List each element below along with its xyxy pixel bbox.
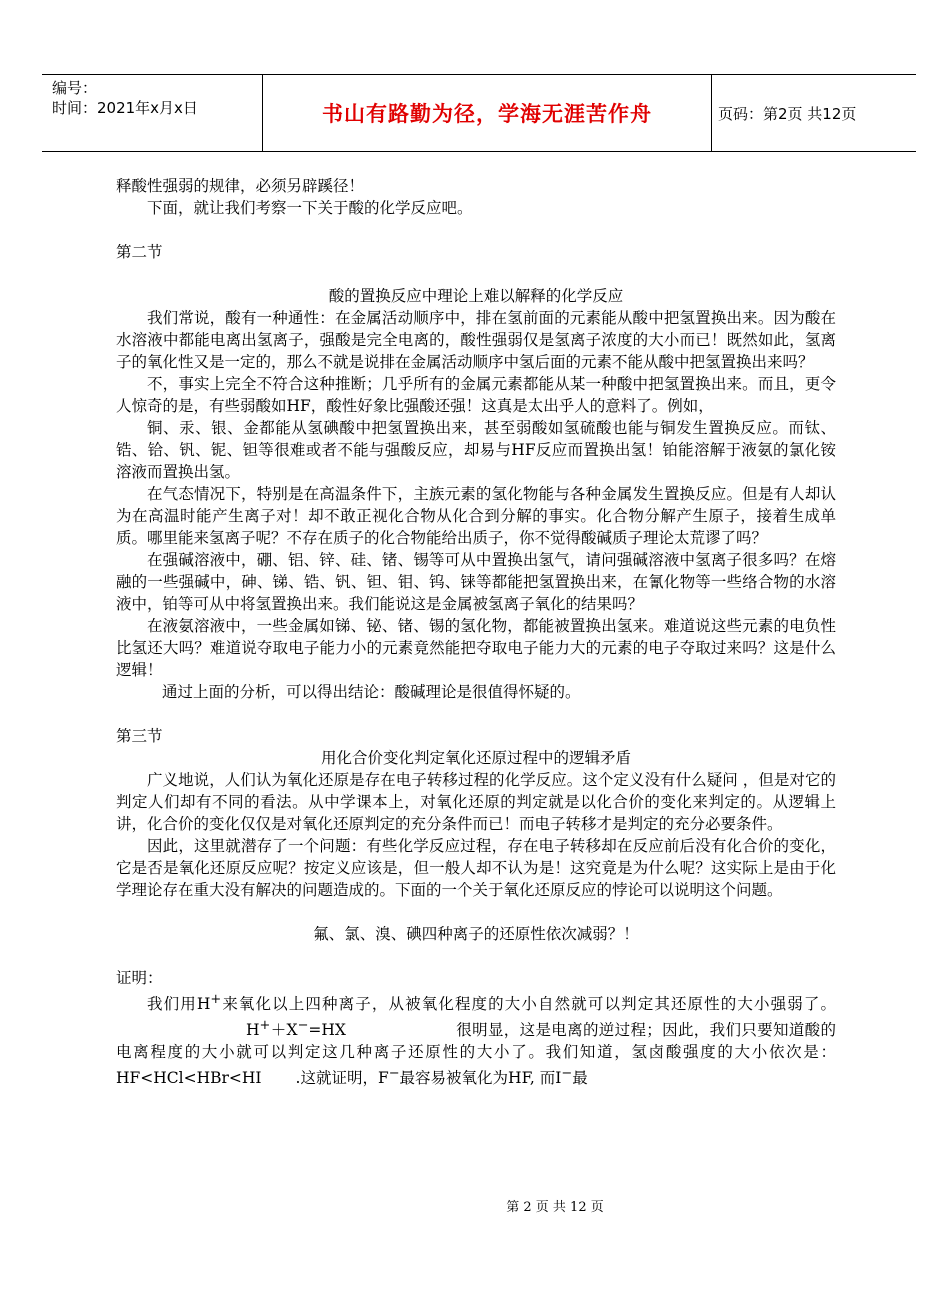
section-title: 酸的置换反应中理论上难以解释的化学反应 [328,287,624,305]
paragraph: 在强碱溶液中，硼、铝、锌、硅、锗、锡等可从中置换出氢气，请问强碱溶液中氢离子很多吗？在熔融的一些强碱中，砷、锑、锆、钒、钽、钼、钨、铼等都能把氢置换出来，在氰化物等一些络合物的水溶液中，铂等可从中将氢置换出来。我们能说这是金属被氢离子氧化的结果吗？ [116,551,836,613]
paragraph: 不，事实上完全不符合这种推断；几乎所有的金属元素都能从某一种酸中把氢置换出来。而且，更令人惊奇的是，有些弱酸如HF，酸性好象比强酸还强！这真是太出乎人的意料了。例如， [116,375,836,415]
proof-label: 证明： [116,969,163,987]
paragraph: 在液氨溶液中，一些金属如锑、铋、锗、锡的氢化物，都能被置换出氢来。难道说这些元素的电负性比氢还大吗？难道说夺取电子能力小的元素竟然能把夺取电子能力大的元素的电子夺取过来吗？这是什么逻辑！ [116,617,836,679]
paragraph: 通过上面的分析，可以得出结论：酸碱理论是很值得怀疑的。 [162,683,581,701]
document-number: 编号： [52,79,98,97]
section-heading: 第二节 [116,243,163,261]
paragraph: 在气态情况下，特别是在高温条件下，主族元素的氢化物能与各种金属发生置换反应。但是有人却认为在高温时能产生离子对！却不敢正视化合物从化合到分解的事实。化合物分解产生原子，接着生成单质。哪里能来氢离子呢？不存在质子的化合物能给出质子，你不觉得酸碱质子理论太荒谬了吗？ [116,485,836,547]
header-meta [42,75,262,151]
proposition-title: 氟、氯、溴、碘四种离子的还原性依次减弱？！ [313,925,639,943]
section-heading: 第三节 [116,727,163,745]
paragraph: 铜、汞、银、金都能从氢碘酸中把氢置换出来，甚至弱酸如氢硫酸也能与铜发生置换反应。而钛、锆、铪、钒、铌、钽等很难或者不能与强酸反应，却易与HF反应而置换出氢！铂能溶解于液氨的氯化铵溶液而置换出氢。 [116,419,836,481]
paragraph: 释酸性强弱的规律，必须另辟蹊径！ [116,177,365,195]
paragraph: 因此，这里就潜存了一个问题：有些化学反应过程，存在电子转移却在反应前后没有化合价的变化，它是否是氧化还原反应呢？按定义应该是，但一般人却不认为是！这究竟是为什么呢？这实际上是由于化学理论存在重大没有解决的问题造成的。下面的一个关于氧化还原反应的悖论可以说明这个问题。 [116,837,836,899]
paragraph: 下面，就让我们考察一下关于酸的化学反应吧。 [147,199,473,217]
header-motto: 书山有路勤为径，学海无涯苦作舟 [262,75,712,151]
equation: H+＋X−=HX [246,1018,346,1040]
paragraph: 我们用H+来氧化以上四种离子，从被氧化程度的大小自然就可以判定其还原性的大小强弱了。H+＋X−=HX 很明显，这是电离的逆过程；因此，我们只要知道酸的电离程度的大小就可以判定这几种离子还原性的大小了。我们知道，氢卤酸强度的大小依次是：HF<HCl<HBr<HI .这就证明，F−最容易被氧化为HF, 而I−最 [116,992,836,1088]
page-header [42,74,916,152]
paragraph: 我们常说，酸有一种通性：在金属活动顺序中，排在氢前面的元素能从酸中把氢置换出来。因为酸在水溶液中都能电离出氢离子，强酸是完全电离的，酸性强弱仅是氢离子浓度的大小而已！既然如此，氢离子的氧化性又是一定的，那么不就是说排在金属活动顺序中氢后面的元素不能从酸中把氢置换出来吗？ [116,309,836,371]
footer-page-number: 第 2 页 共 12 页 [506,1200,604,1215]
paragraph: 广义地说，人们认为氧化还原是存在电子转移过程的化学反应。这个定义没有什么疑问 ，但是对它的判定人们却有不同的看法。从中学课本上，对氧化还原的判定就是以化合价的变化来判定的。从逻辑上讲，化合价的变化仅仅是对氧化还原判定的充分条件而已！而电子转移才是判定的充分必要条件。 [116,771,836,833]
page-footer [0,1196,950,1215]
document-body [116,175,836,1089]
header-page-number: 页码：第2页 共12页 [718,104,857,123]
section-title: 用化合价变化判定氧化还原过程中的逻辑矛盾 [320,749,631,767]
document-date: 时间：2021年x月x日 [52,99,198,117]
